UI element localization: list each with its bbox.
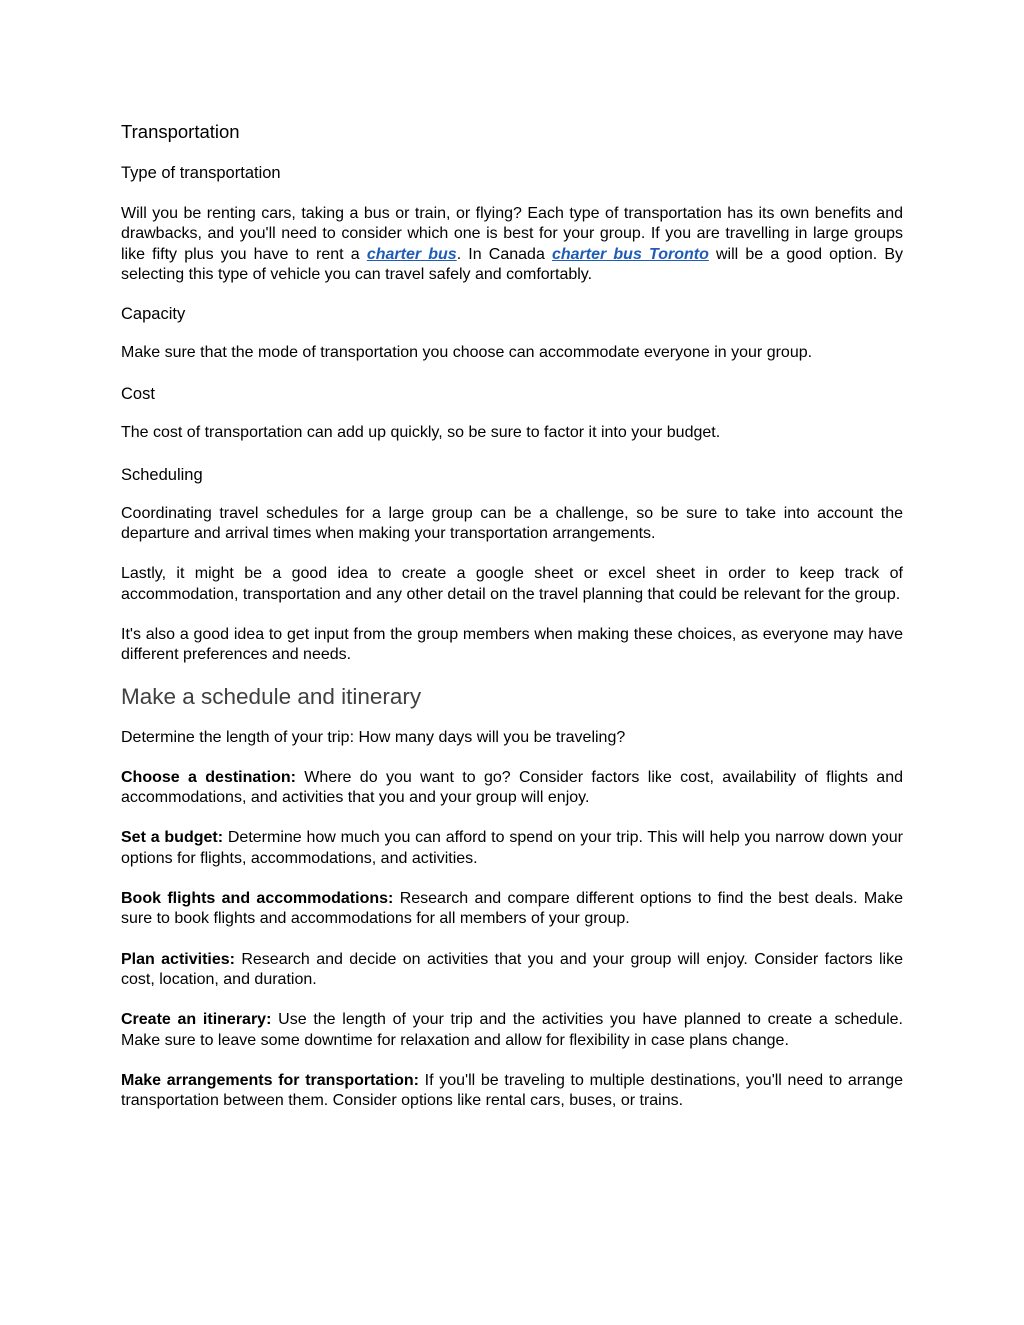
paragraph-group-input: It's also a good idea to get input from the group members when making these choices, as everyone may have different preferences and needs. bbox=[121, 625, 903, 664]
heading-capacity: Capacity bbox=[121, 305, 186, 324]
paragraph-text: will be a good option. By selecting this type of vehicle you can travel safely and comfortably. bbox=[121, 245, 904, 283]
paragraph-type-of-transportation bbox=[121, 204, 903, 285]
list-item-transportation-arrangements bbox=[121, 1071, 903, 1112]
item-label: Choose a destination: bbox=[121, 768, 296, 786]
heading-cost: Cost bbox=[121, 385, 155, 404]
item-label: Create an itinerary: bbox=[121, 1011, 272, 1029]
link-charter-bus[interactable]: charter bus bbox=[366, 245, 457, 263]
heading-scheduling: Scheduling bbox=[121, 465, 203, 484]
item-label: Plan activities: bbox=[121, 950, 235, 968]
document-body bbox=[121, 120, 903, 1111]
paragraph-cost: The cost of transportation can add up quickly, so be sure to factor it into your budget. bbox=[121, 424, 721, 442]
heading-type-of-transportation: Type of transportation bbox=[121, 164, 281, 182]
item-label: Make arrangements for transportation: bbox=[121, 1071, 419, 1089]
list-item-budget bbox=[121, 828, 903, 869]
list-item-book-flights bbox=[121, 889, 903, 930]
list-item-destination bbox=[121, 768, 903, 809]
paragraph-text: Will you be renting cars, taking a bus or train, or flying? Each type of transportation has its own benefits and drawbacks, and you'll need to consider which one is best for your group. If you are travelling in large groups like fifty plus you have to rent a bbox=[121, 205, 903, 263]
item-text: If you'll be traveling to multiple destinations, you'll need to arrange transportation between them. Consider options like rental cars, buses, or trains. bbox=[121, 1071, 903, 1110]
paragraph-text: . In Canada bbox=[456, 245, 552, 263]
list-item-plan-activities bbox=[121, 950, 903, 991]
paragraph-scheduling: Coordinating travel schedules for a large group can be a challenge, so be sure to take into account the departure and arrival times when making your transportation arrangements. bbox=[121, 504, 903, 543]
paragraph-lastly: Lastly, it might be a good idea to create a google sheet or excel sheet in order to keep track of accommodation, transportation and any other detail on the travel planning that could be relevant for the group. bbox=[121, 565, 903, 603]
heading-transportation: Transportation bbox=[121, 121, 240, 142]
heading-schedule-itinerary: Make a schedule and itinerary bbox=[121, 683, 422, 709]
item-text: Determine how much you can afford to spend on your trip. This will help you narrow down your options for flights, accommodations, and activities. bbox=[121, 829, 904, 867]
item-text: Research and decide on activities that you and your group will enjoy. Consider factors like cost, location, and duration. bbox=[121, 950, 904, 988]
item-label: Book flights and accommodations: bbox=[121, 890, 394, 908]
link-charter-bus-toronto[interactable]: charter bus Toronto bbox=[552, 245, 709, 263]
paragraph-trip-length: Determine the length of your trip: How many days will you be traveling? bbox=[121, 728, 626, 746]
paragraph-capacity: Make sure that the mode of transportation you choose can accommodate everyone in your group. bbox=[121, 344, 813, 362]
item-text: Where do you want to go? Consider factors like cost, availability of flights and accommodations, and activities that you and your group will enjoy. bbox=[121, 768, 904, 807]
item-text: Research and compare different options to find the best deals. Make sure to book flights and accommodations for all members of your group. bbox=[121, 890, 904, 928]
item-text: Use the length of your trip and the activities you have planned to create a schedule. Make sure to leave some downtime for relaxation and allow for flexibility in case plans change. bbox=[121, 1011, 903, 1049]
item-label: Set a budget: bbox=[121, 829, 224, 847]
list-item-itinerary bbox=[121, 1010, 903, 1051]
